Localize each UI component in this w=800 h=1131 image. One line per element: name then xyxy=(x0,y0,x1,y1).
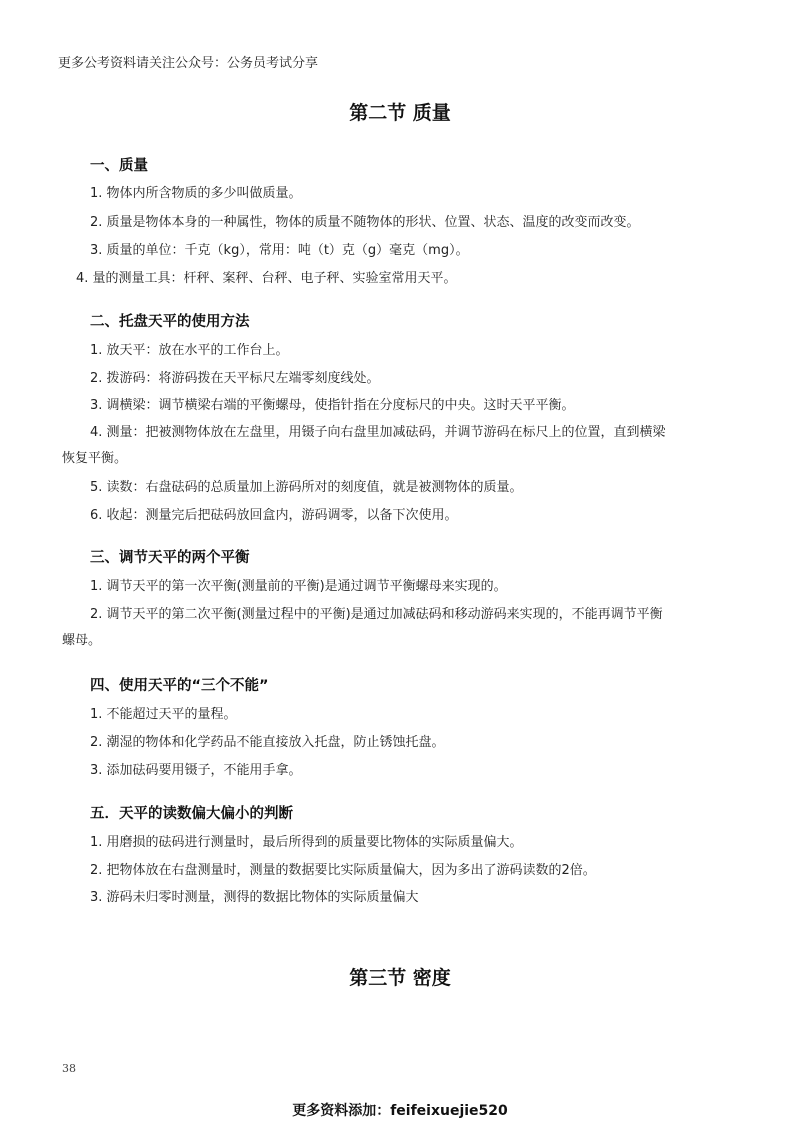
list-item: 1. 调节天平的第一次平衡(测量前的平衡)是通过调节平衡螺母来实现的。 xyxy=(90,579,507,594)
list-item-continuation: 螺母。 xyxy=(62,633,102,648)
list-item: 6. 收起：测量完后把砝码放回盒内，游码调零，以备下次使用。 xyxy=(90,508,458,523)
list-item: 4. 量的测量工具：杆秤、案秤、台秤、电子秤、实验室常用天平。 xyxy=(76,271,457,286)
list-item: 3. 质量的单位：千克（kg），常用：吨（t）克（g）毫克（mg）。 xyxy=(90,243,469,258)
heading-two-balances: 三、调节天平的两个平衡 xyxy=(90,550,250,566)
list-item: 3. 调横梁：调节横梁右端的平衡螺母，使指针指在分度标尺的中央。这时天平平衡。 xyxy=(90,398,575,413)
list-item: 1. 物体内所含物质的多少叫做质量。 xyxy=(90,186,302,201)
heading-three-cannots: 四、使用天平的“三个不能” xyxy=(90,678,269,694)
list-item: 1. 用磨损的砝码进行测量时，最后所得到的质量要比物体的实际质量偏大。 xyxy=(90,835,523,850)
list-item: 1. 放天平：放在水平的工作台上。 xyxy=(90,343,289,358)
list-item: 4. 测量：把被测物体放在左盘里，用镊子向右盘里加减砝码，并调节游码在标尺上的位置，直到横梁 xyxy=(90,425,666,440)
section-title-mass: 第二节 质量 xyxy=(349,102,451,124)
heading-mass: 一、质量 xyxy=(90,158,148,174)
list-item: 2. 把物体放在右盘测量时，测量的数据要比实际质量偏大，因为多出了游码读数的2倍。 xyxy=(90,863,596,878)
list-item: 1. 不能超过天平的量程。 xyxy=(90,707,237,722)
list-item: 3. 游码未归零时测量，测得的数据比物体的实际质量偏大 xyxy=(90,890,419,905)
list-item: 2. 质量是物体本身的一种属性，物体的质量不随物体的形状、位置、状态、温度的改变而改变。 xyxy=(90,215,640,230)
page-number: 38 xyxy=(62,1062,76,1075)
section-title-density: 第三节 密度 xyxy=(349,967,451,989)
heading-balance-usage: 二、托盘天平的使用方法 xyxy=(90,314,250,330)
list-item: 2. 调节天平的第二次平衡(测量过程中的平衡)是通过加减砝码和移动游码来实现的，不能再调节平衡 xyxy=(90,607,663,622)
list-item: 2. 潮湿的物体和化学药品不能直接放入托盘，防止锈蚀托盘。 xyxy=(90,735,445,750)
list-item-continuation: 恢复平衡。 xyxy=(62,451,128,466)
list-item: 3. 添加砝码要用镊子，不能用手拿。 xyxy=(90,763,302,778)
header-note: 更多公考资料请关注公众号：公务员考试分享 xyxy=(58,56,319,71)
heading-reading-judgement: 五．天平的读数偏大偏小的判断 xyxy=(90,806,293,822)
list-item: 5. 读数：右盘砝码的总质量加上游码所对的刻度值，就是被测物体的质量。 xyxy=(90,480,523,495)
list-item: 2. 拨游码：将游码拨在天平标尺左端零刻度线处。 xyxy=(90,371,380,386)
footer-note: 更多资料添加：feifeixuejie520 xyxy=(292,1103,508,1119)
